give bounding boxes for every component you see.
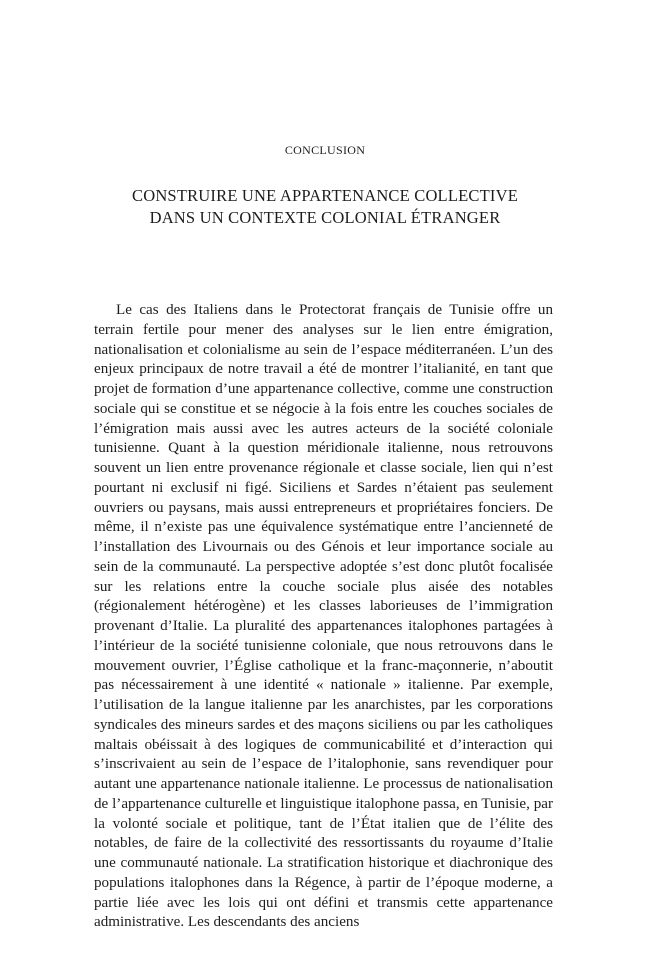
section-label: CONCLUSION	[284, 143, 366, 157]
chapter-title-line-1: CONSTRUIRE UNE APPARTENANCE COLLECTIVE	[132, 186, 518, 205]
chapter-title	[0, 185, 650, 229]
body-paragraph: Le cas des Italiens dans le Protectorat français de Tunisie offre un terrain fertile pour mener des analyses sur le lien entre émigration, nationalisation et colonialisme au sein de l’espace méditerranéen. L’un des enjeux principaux de notre travail a été de montrer l’italianité, en tant que projet de formation d’une appartenance collective, comme une construction sociale qui se constitue et se négocie à la fois entre les couches sociales de l’émigration mais aussi avec les autres acteurs de la société coloniale tunisienne. Quant à la question méridionale italienne, nous retrouvons souvent un lien entre provenance régionale et classe sociale, lien qui n’est pourtant ni exclusif ni figé. Siciliens et Sardes n’étaient pas seulement ouvriers ou paysans, mais aussi entrepreneurs et propriétaires fonciers. De même, il n’existe pas une équivalence systématique entre l’ancienneté de l’installation des Livournais ou des Génois et leur importance sociale au sein de la communauté. La perspective adoptée s’est donc plutôt focalisée sur les relations entre la couche sociale plus aisée des notables (régionalement hétérogène) et les classes laborieuses de l’immigration provenant d’Italie. La pluralité des appartenances italophones partagées à l’intérieur de la société tunisienne coloniale, que nous retrouvons dans le mouvement ouvrier, l’Église catholique et la franc-maçonnerie, n’aboutit pas nécessairement à une identité « nationale » italienne. Par exemple, l’utilisation de la langue italienne par les anarchistes, par les corporations syndicales des mineurs sardes et des maçons siciliens ou par les catholiques maltais obéissait à des logiques de communicabilité et d’interaction qui s’inscrivaient au sein de l’espace de l’italophonie, sans revendiquer pour autant une appartenance nationale italienne. Le processus de nationalisation de l’appartenance culturelle et linguistique italophone passa, en Tunisie, par la volonté sociale et politique, tant de l’État italien que de l’élite des notables, de faire de la collectivité des ressortissants du royaume d’Italie une communauté nationale. La stratification historique et diachronique des populations italophones dans la Régence, à partir de l’époque moderne, a partie liée avec les lois qui ont défini et transmis cette appartenance administrative. Les descendants des anciens	[94, 302, 553, 931]
chapter-title-line-2: DANS UN CONTEXTE COLONIAL ÉTRANGER	[149, 208, 501, 227]
